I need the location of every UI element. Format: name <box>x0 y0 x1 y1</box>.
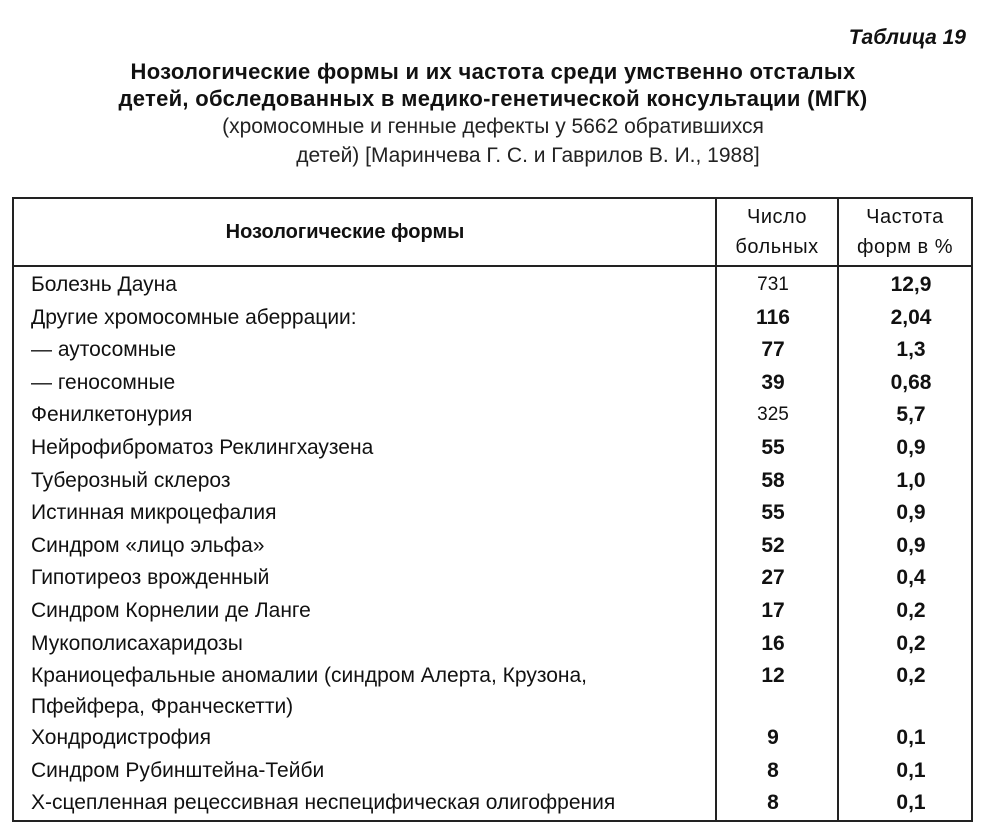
row-name: Мукополисахаридозы <box>31 631 243 655</box>
row-freq: 0,1 <box>838 755 972 788</box>
row-count: 27 <box>716 562 838 595</box>
row-freq: 0,68 <box>838 367 972 400</box>
row-count: 12 <box>716 660 838 722</box>
row-count: 52 <box>716 530 838 563</box>
row-name: Синдром Корнелии де Ланге <box>31 598 311 622</box>
table-row <box>13 660 972 722</box>
table-row <box>13 302 972 335</box>
nosology-table <box>12 197 973 822</box>
row-name: Туберозный склероз <box>31 468 231 492</box>
header-freq-line-2: форм в % <box>857 236 953 258</box>
title-line-2: детей, обследованных в медико-генетической консультации (МГК) <box>118 86 868 111</box>
table-row <box>13 334 972 367</box>
row-freq: 0,4 <box>838 562 972 595</box>
row-count: 116 <box>716 302 838 335</box>
table-row <box>13 628 972 661</box>
row-freq: 1,3 <box>838 334 972 367</box>
table-row <box>13 497 972 530</box>
header-freq-line-1: Частота <box>866 206 944 228</box>
row-count: 17 <box>716 595 838 628</box>
table-title <box>20 58 966 170</box>
row-freq: 2,04 <box>838 302 972 335</box>
table-row <box>13 562 972 595</box>
subtitle-line-1: (хромосомные и генные дефекты у 5662 обратившихся <box>222 115 764 138</box>
row-freq: 0,1 <box>838 787 972 821</box>
row-name: Фенилкетонурия <box>31 403 193 427</box>
row-count: 55 <box>716 497 838 530</box>
table-number: Таблица 19 <box>848 26 966 49</box>
row-count: 39 <box>716 367 838 400</box>
row-freq: 0,2 <box>838 660 972 722</box>
row-freq: 0,2 <box>838 595 972 628</box>
table-row <box>13 399 972 432</box>
header-nosological-forms: Нозологические формы <box>13 198 716 266</box>
title-line-1: Нозологические формы и их частота среди умственно отсталых <box>130 59 856 84</box>
header-frequency <box>838 198 972 266</box>
row-count: 16 <box>716 628 838 661</box>
table-row <box>13 595 972 628</box>
row-freq: 5,7 <box>838 399 972 432</box>
row-count: 58 <box>716 465 838 498</box>
table-row <box>13 530 972 563</box>
row-freq: 0,1 <box>838 722 972 755</box>
row-name: Истинная микроцефалия <box>31 501 277 525</box>
row-freq: 12,9 <box>838 266 972 302</box>
row-name: Хондродистрофия <box>31 726 212 750</box>
row-name-line-1: Краниоцефальные аномалии (синдром Алерта, Крузона, <box>31 664 587 688</box>
row-freq: 0,9 <box>838 530 972 563</box>
row-name: — геносомные <box>31 370 176 394</box>
row-count: 8 <box>716 755 838 788</box>
row-count: 8 <box>716 787 838 821</box>
row-name: Нейрофиброматоз Реклингхаузена <box>31 435 374 459</box>
row-freq: 1,0 <box>838 465 972 498</box>
row-name: Гипотиреоз врожденный <box>31 566 270 590</box>
row-name: Х-сцепленная рецессивная неспецифическая олигофрения <box>31 791 616 815</box>
header-count-line-1: Число <box>746 206 808 228</box>
header-row <box>13 198 972 266</box>
table-row <box>13 787 972 821</box>
table-row <box>13 367 972 400</box>
row-name: Болезнь Дауна <box>31 273 177 296</box>
row-name <box>13 660 716 722</box>
row-name: Синдром «лицо эльфа» <box>31 533 265 557</box>
table-row <box>13 432 972 465</box>
row-freq: 0,9 <box>838 432 972 465</box>
row-count: 325 <box>716 399 838 432</box>
row-count: 55 <box>716 432 838 465</box>
table-row <box>13 266 972 302</box>
row-count: 731 <box>716 266 838 302</box>
row-name: Синдром Рубинштейна-Тейби <box>31 758 325 782</box>
row-name: Другие хромосомные аберрации: <box>31 305 357 329</box>
row-freq: 0,9 <box>838 497 972 530</box>
subtitle-line-2: детей) [Маринчева Г. С. и Гаврилов В. И., 1988] <box>296 144 760 167</box>
row-name-line-2: Пфейфера, Франческетти) <box>31 695 294 719</box>
table-row <box>13 465 972 498</box>
table-row <box>13 755 972 788</box>
row-name: — аутосомные <box>31 338 177 362</box>
row-count: 77 <box>716 334 838 367</box>
table-row <box>13 722 972 755</box>
header-patient-count <box>716 198 838 266</box>
row-freq: 0,2 <box>838 628 972 661</box>
header-count-line-2: больных <box>735 236 819 258</box>
row-count: 9 <box>716 722 838 755</box>
